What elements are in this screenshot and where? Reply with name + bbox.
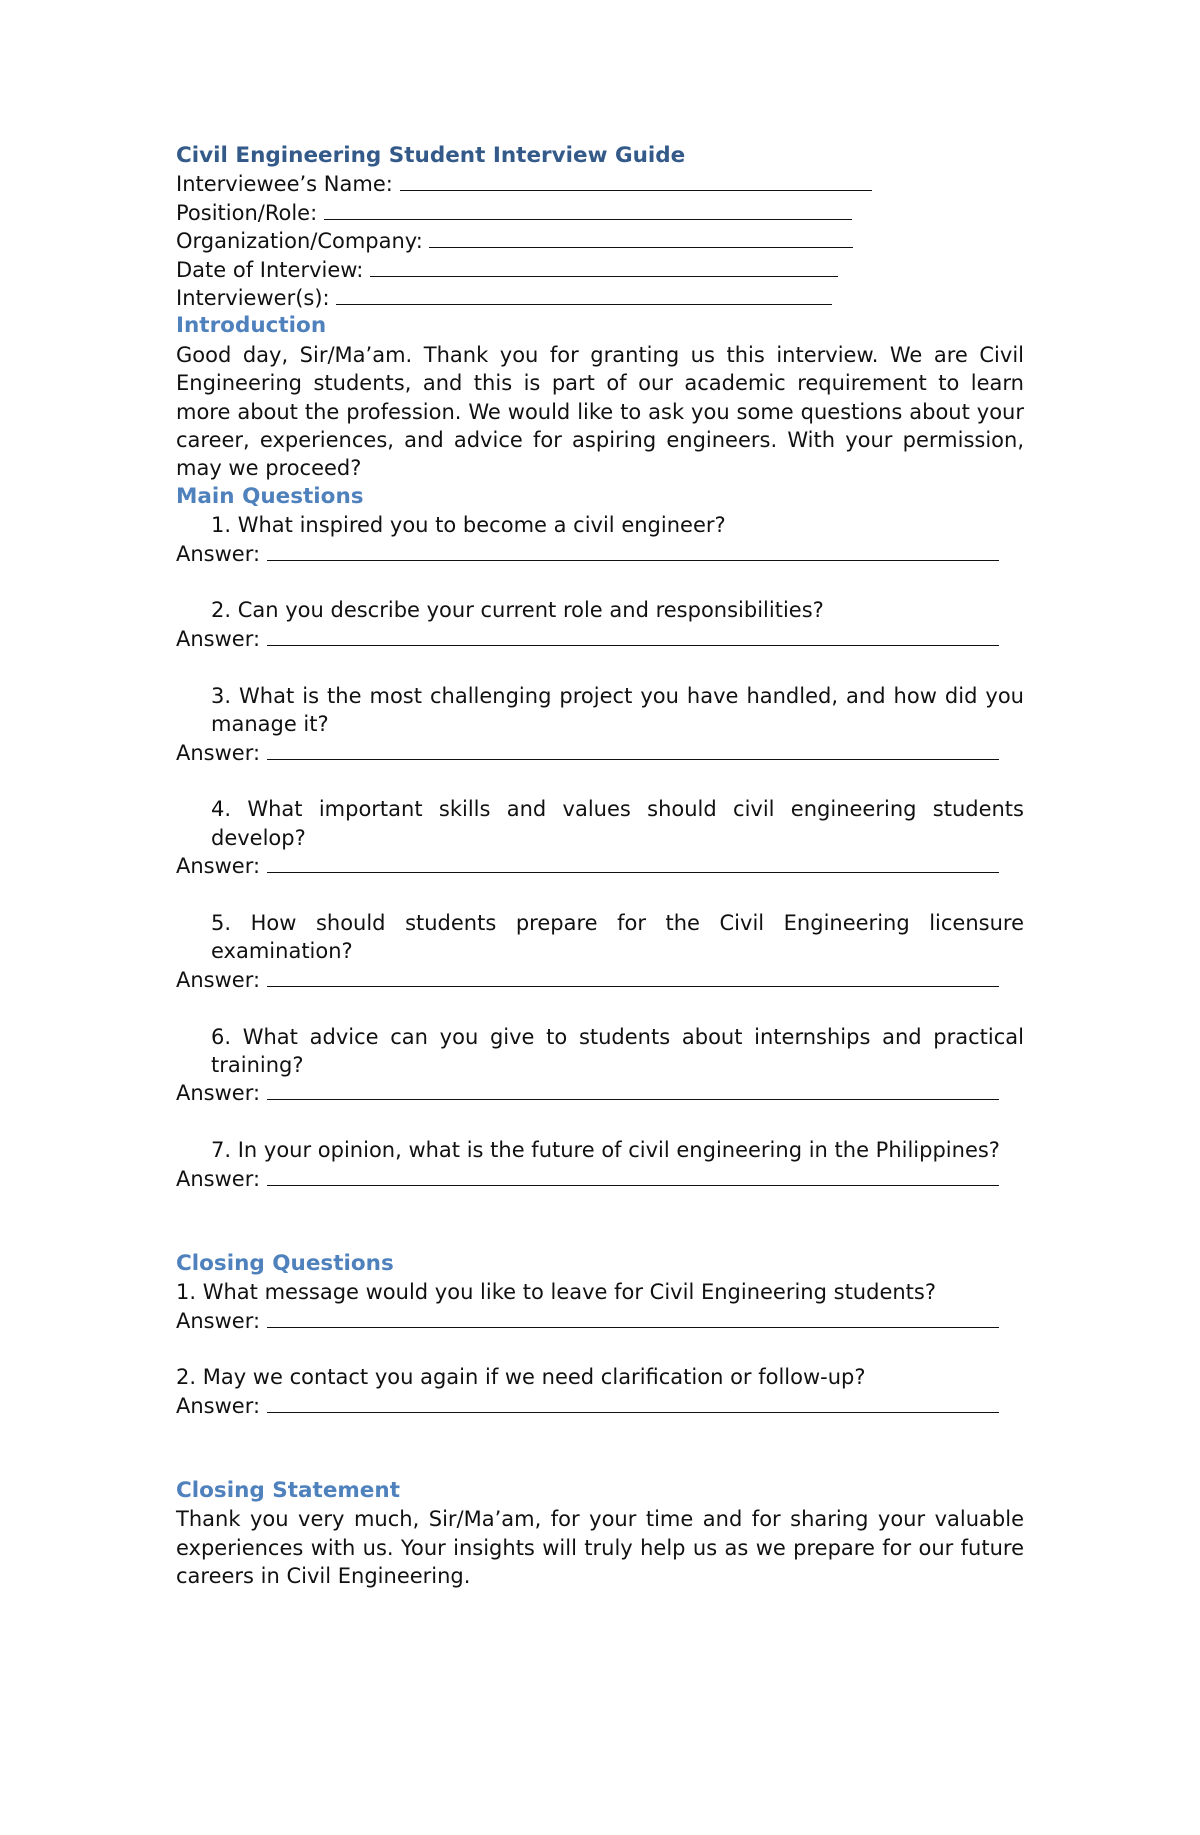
interviewers-blank[interactable] (336, 290, 832, 305)
answer-line (176, 1307, 1024, 1335)
answer-blank[interactable] (267, 858, 999, 873)
date-of-interview-blank[interactable] (370, 262, 838, 277)
answer-line (176, 1079, 1024, 1107)
answer-line (176, 966, 1024, 994)
answer-line (176, 1165, 1024, 1193)
answer-label: Answer: (176, 740, 261, 765)
answer-line (176, 540, 1024, 568)
main-question-6: 6. What advice can you give to students about internships and practical training? (211, 1024, 1024, 1077)
info-field-label: Position/Role: (176, 200, 318, 225)
answer-blank[interactable] (267, 631, 999, 646)
answer-label: Answer: (176, 1393, 261, 1418)
main-question-3: 3. What is the most challenging project you have handled, and how did you manage it? (211, 683, 1024, 737)
answer-blank[interactable] (267, 1171, 999, 1186)
answer-blank[interactable] (267, 972, 999, 987)
answer-blank[interactable] (267, 546, 999, 561)
interviewee-name-blank[interactable] (400, 176, 872, 191)
closing-questions-heading: Closing Questions (176, 1250, 394, 1276)
info-field-label: Date of Interview: (176, 257, 364, 282)
main-question-7: 7. In your opinion, what is the future of civil engineering in the Philippines? (211, 1138, 1000, 1163)
info-field-date-of-interview (176, 256, 1024, 284)
answer-label: Answer: (176, 1081, 261, 1106)
organization-blank[interactable] (429, 233, 853, 248)
answer-line (176, 1392, 1024, 1420)
info-field-interviewee-name (176, 170, 1024, 198)
answer-label: Answer: (176, 967, 261, 992)
info-field-label: Interviewee’s Name: (176, 172, 393, 197)
answer-blank[interactable] (267, 745, 999, 760)
closing-question-2: 2. May we contact you again if we need clarification or follow-up? (176, 1365, 866, 1390)
info-field-label: Organization/Company: (176, 229, 423, 254)
introduction-text: Good day, Sir/Ma’am. Thank you for granting us this interview. We are Civil Engineering students, and this is part of our academic requirement to learn more about the profession. We would like to ask you some questions about your career, experiences, and advice for aspiring engineers. With your permission, may we proceed? (176, 342, 1024, 481)
main-questions-heading: Main Questions (176, 483, 364, 509)
closing-question-1: 1. What message would you like to leave for Civil Engineering students? (176, 1280, 936, 1305)
answer-blank[interactable] (267, 1313, 999, 1328)
answer-line (176, 739, 1024, 767)
info-field-label: Interviewer(s): (176, 286, 330, 311)
interview-guide-document (176, 142, 1024, 1591)
answer-label: Answer: (176, 626, 261, 651)
answer-line (176, 625, 1024, 653)
document-title: Civil Engineering Student Interview Guide (176, 143, 686, 168)
answer-label: Answer: (176, 1166, 261, 1191)
info-field-interviewers (176, 284, 1024, 312)
answer-label: Answer: (176, 541, 261, 566)
closing-statement-text: Thank you very much, Sir/Ma’am, for your time and for sharing your valuable experiences with us. Your insights will truly help us as we prepare for our future careers in Civil Engineering. (176, 1507, 1024, 1589)
main-question-2: 2. Can you describe your current role and responsibilities? (211, 598, 824, 623)
answer-line (176, 852, 1024, 880)
main-question-5: 5. How should students prepare for the Civil Engineering licensure examination? (211, 910, 1024, 964)
answer-label: Answer: (176, 854, 261, 879)
main-question-1: 1. What inspired you to become a civil engineer? (211, 513, 726, 538)
answer-blank[interactable] (267, 1398, 999, 1413)
position-role-blank[interactable] (324, 205, 852, 220)
answer-blank[interactable] (267, 1085, 999, 1100)
info-field-organization (176, 227, 1024, 255)
main-question-4: 4. What important skills and values should civil engineering students develop? (211, 797, 1024, 850)
closing-statement-heading: Closing Statement (176, 1477, 400, 1503)
info-field-position-role (176, 199, 1024, 227)
introduction-heading: Introduction (176, 313, 327, 339)
answer-label: Answer: (176, 1308, 261, 1333)
